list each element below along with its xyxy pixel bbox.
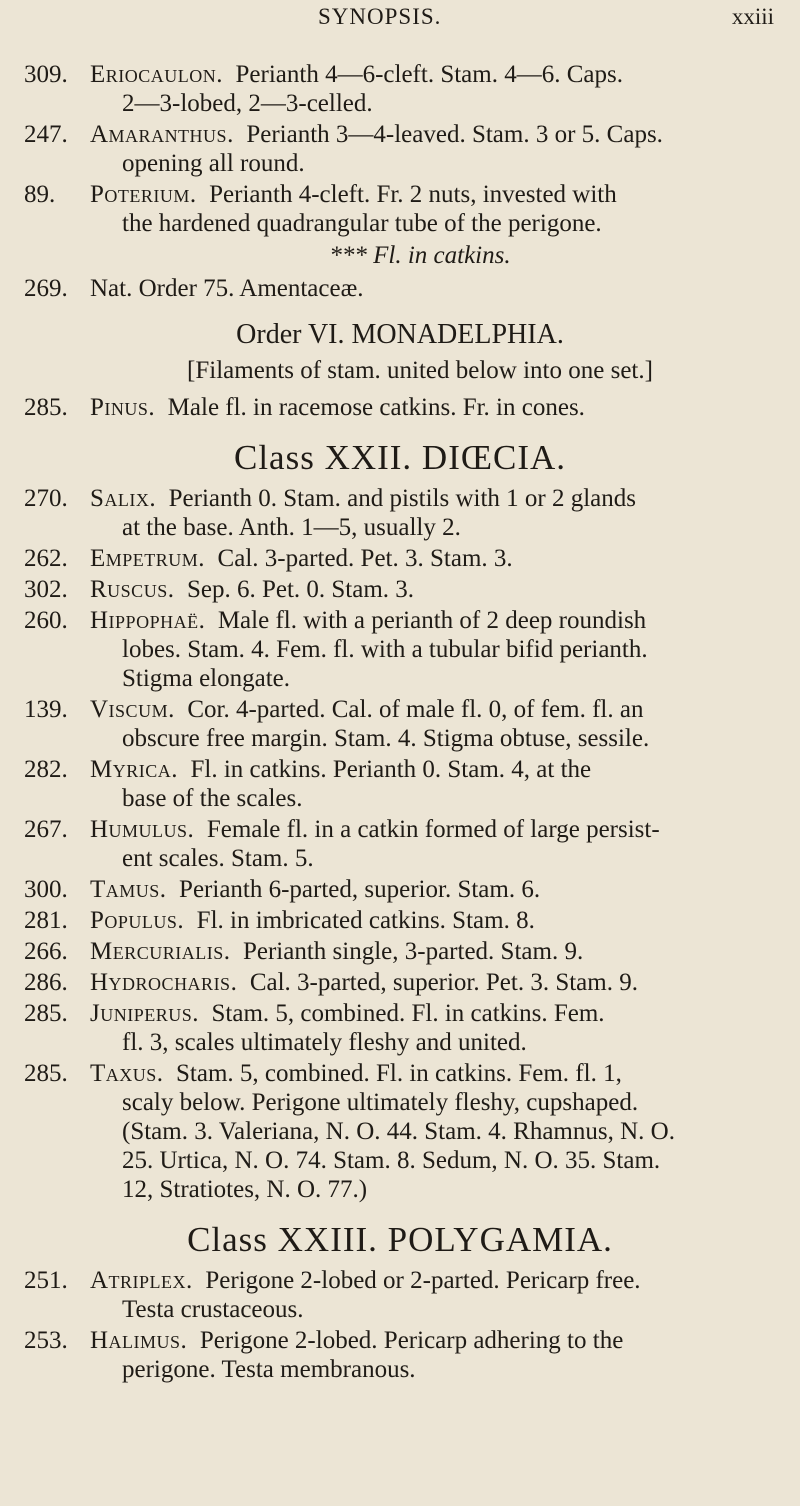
- entry-number: 247.: [24, 121, 68, 148]
- line-text: Stam. 5, combined. Fl. in catkins. Fem.: [211, 1000, 605, 1027]
- catkins-subheading: *** Fl. in catkins.: [329, 242, 511, 269]
- entry-line: [90, 664, 778, 693]
- line-text: Perianth single, 3-parted. Stam. 9.: [242, 938, 584, 965]
- genus-name: Halimus.: [90, 1327, 188, 1354]
- line-text: Cal. 3-parted, superior. Pet. 3. Stam. 9.: [249, 969, 638, 996]
- entry-line: [90, 968, 778, 997]
- entry-line: [90, 484, 778, 513]
- entries-block-2: [0, 484, 800, 1204]
- pinus-entry-block: [0, 393, 800, 422]
- line-text: Stigma elongate.: [122, 665, 291, 692]
- genus-entry: [0, 999, 800, 1057]
- class-heading-polygamia: Class XXIII. POLYGAMIA.: [187, 1220, 613, 1259]
- entry-text: [90, 180, 800, 238]
- entry-line: [90, 60, 778, 89]
- entry-text: [90, 937, 800, 966]
- line-text: Perigone 2-lobed or 2-parted. Pericarp free.: [205, 1267, 641, 1294]
- entry-text: [90, 60, 800, 118]
- page-number: xxiii: [731, 4, 774, 29]
- genus-name: Populus.: [90, 907, 185, 934]
- entry-line: [90, 149, 778, 178]
- entry-number: 309.: [24, 61, 68, 88]
- genus-name: Myrica.: [90, 756, 178, 783]
- running-head: SYNOPSIS.: [318, 4, 442, 29]
- entry-text: [90, 120, 800, 178]
- entry-line: [90, 815, 778, 844]
- genus-entry: [0, 1059, 800, 1204]
- entry-line: [90, 1117, 778, 1146]
- entry-text: [90, 1059, 800, 1204]
- entry-text: [90, 606, 800, 693]
- entry-line: [90, 844, 778, 873]
- genus-entry: [0, 393, 800, 422]
- entry-line: [90, 1295, 778, 1324]
- line-text: Female fl. in a catkin formed of large persist-: [206, 816, 660, 843]
- line-text: (Stam. 3. Valeriana, N. O. 44. Stam. 4. Rhamnus, N. O.: [122, 1118, 675, 1145]
- entry-number: 253.: [24, 1327, 68, 1354]
- entry-line: [90, 1355, 778, 1384]
- entry-number: 285.: [24, 394, 68, 421]
- genus-name: Mercurialis.: [90, 938, 231, 965]
- genus-entry: [0, 575, 800, 604]
- genus-entry: [0, 875, 800, 904]
- entry-text: [90, 1266, 800, 1324]
- genus-name: Poterium.: [90, 181, 197, 208]
- line-text: Testa crustaceous.: [122, 1296, 304, 1323]
- entry-text: [90, 755, 800, 813]
- genus-entry: [0, 968, 800, 997]
- entry-number: 269.: [24, 275, 68, 302]
- class-heading-diocia: Class XXII. DIŒCIA.: [233, 438, 567, 477]
- entry-text: [90, 906, 800, 935]
- entry-line: [90, 635, 778, 664]
- genus-name: Ruscus.: [90, 576, 175, 603]
- genus-entry: [0, 815, 800, 873]
- genus-entry: [0, 544, 800, 573]
- genus-name: Eriocaulon.: [90, 61, 224, 88]
- line-text: ent scales. Stam. 5.: [122, 845, 314, 872]
- line-text: Perigone 2-lobed. Pericarp adhering to the: [199, 1327, 624, 1354]
- entry-line: [90, 120, 778, 149]
- entry-line: [90, 180, 778, 209]
- genus-entry: [0, 1326, 800, 1384]
- entries-block-1: [0, 60, 800, 238]
- line-text: Cor. 4-parted. Cal. of male fl. 0, of fem. fl. an: [187, 696, 644, 723]
- entry-number: 300.: [24, 876, 68, 903]
- line-text: Perianth 4-cleft. Fr. 2 nuts, invested with: [209, 181, 617, 208]
- entry-number: 285.: [24, 1000, 68, 1027]
- line-text: perigone. Testa membranous.: [122, 1356, 416, 1383]
- entry-number: 89.: [24, 181, 56, 208]
- genus-entry: [0, 906, 800, 935]
- order-heading: Order VI. MONADELPHIA.: [236, 319, 564, 350]
- entry-line: [90, 937, 778, 966]
- entry-text: [90, 544, 800, 573]
- line-text: Perianth 4—6-cleft. Stam. 4—6. Caps.: [235, 61, 623, 88]
- order-note: [Filaments of stam. united below into one set.]: [187, 357, 653, 384]
- line-text: at the base. Anth. 1—5, usually 2.: [122, 514, 461, 541]
- line-text: 25. Urtica, N. O. 74. Stam. 8. Sedum, N. O. 35. Stam.: [122, 1147, 661, 1174]
- entry-line: [90, 606, 778, 635]
- genus-name: Pinus.: [90, 394, 156, 421]
- genus-entry: [0, 695, 800, 753]
- entry-line: [90, 1146, 778, 1175]
- genus-name: Amaranthus.: [90, 121, 234, 148]
- line-text: Perianth 3—4-leaved. Stam. 3 or 5. Caps.: [246, 121, 663, 148]
- page-header: [0, 4, 800, 44]
- line-text: Sep. 6. Pet. 0. Stam. 3.: [186, 576, 415, 603]
- genus-name: Humulus.: [90, 816, 195, 843]
- line-text: Stam. 5, combined. Fl. in catkins. Fem. fl. 1,: [176, 1060, 622, 1087]
- line-text: opening all round.: [122, 150, 305, 177]
- entry-line: [90, 1028, 778, 1057]
- entry-number: 286.: [24, 969, 68, 996]
- synopsis-body: [0, 60, 800, 1386]
- entry-text: [90, 393, 800, 422]
- genus-entry: [0, 937, 800, 966]
- entry-line: [90, 999, 778, 1028]
- line-text: obscure free margin. Stam. 4. Stigma obtuse, sessile.: [122, 725, 650, 752]
- line-text: fl. 3, scales ultimately fleshy and united.: [122, 1029, 527, 1056]
- entry-text: [90, 1326, 800, 1384]
- line-text: Fl. in catkins. Perianth 0. Stam. 4, at the: [190, 756, 592, 783]
- genus-name: Salix.: [90, 485, 157, 512]
- line-text: base of the scales.: [122, 785, 303, 812]
- genus-entry: [0, 180, 800, 238]
- entry-line: [90, 695, 778, 724]
- entry-text: [90, 968, 800, 997]
- genus-name: Taxus.: [90, 1060, 164, 1087]
- entry-number: 251.: [24, 1267, 68, 1294]
- entry-line: [90, 575, 778, 604]
- entry-number: 260.: [24, 607, 68, 634]
- entry-number: 285.: [24, 1060, 68, 1087]
- entry-line: [90, 784, 778, 813]
- line-text: Perianth 6-parted, superior. Stam. 6.: [179, 876, 541, 903]
- entry-line: [90, 906, 778, 935]
- line-text: 12, Stratiotes, N. O. 77.): [122, 1176, 368, 1203]
- entry-line: [90, 544, 778, 573]
- entry-text: [90, 695, 800, 753]
- line-text: Perianth 0. Stam. and pistils with 1 or 2 glands: [168, 485, 636, 512]
- line-text: Cal. 3-parted. Pet. 3. Stam. 3.: [217, 545, 513, 572]
- entry-number: 262.: [24, 545, 68, 572]
- genus-name: Hydrocharis.: [90, 969, 238, 996]
- line-text: scaly below. Perigone ultimately fleshy, cupshaped.: [122, 1089, 639, 1116]
- line-text: Fl. in imbricated catkins. Stam. 8.: [196, 907, 535, 934]
- genus-name: Juniperus.: [90, 1000, 199, 1027]
- genus-entry: [0, 755, 800, 813]
- genus-entry: [0, 1266, 800, 1324]
- entry-line: [90, 724, 778, 753]
- entry-line: [90, 875, 778, 904]
- genus-name: Atriplex.: [90, 1267, 193, 1294]
- line-text: Male fl. in racemose catkins. Fr. in cones.: [167, 394, 585, 421]
- genus-name: Viscum.: [90, 696, 175, 723]
- line-text: the hardened quadrangular tube of the perigone.: [122, 210, 602, 237]
- entry-number: 266.: [24, 938, 68, 965]
- entry-line: [90, 1088, 778, 1117]
- line-text: lobes. Stam. 4. Fem. fl. with a tubular bifid perianth.: [122, 636, 648, 663]
- entry-line: [90, 393, 778, 422]
- genus-name: Empetrum.: [90, 545, 206, 572]
- entry-number: 281.: [24, 907, 68, 934]
- entry-line: [90, 755, 778, 784]
- entry-number: 267.: [24, 816, 68, 843]
- genus-entry: [0, 484, 800, 542]
- entry-line: [90, 89, 778, 118]
- entry-line: [90, 1326, 778, 1355]
- entry-text: [90, 484, 800, 542]
- nat-order-entry: [0, 274, 800, 303]
- genus-entry: [0, 606, 800, 693]
- entry-line: [90, 1059, 778, 1088]
- entries-block-3: [0, 1266, 800, 1384]
- entry-line: [90, 1266, 778, 1295]
- line-text: Male fl. with a perianth of 2 deep roundish: [217, 607, 647, 634]
- entry-text: [90, 815, 800, 873]
- entry-number: 270.: [24, 485, 68, 512]
- genus-entry: [0, 60, 800, 118]
- line-text: 2—3-lobed, 2—3-celled.: [122, 90, 373, 117]
- genus-name: Hippophaë.: [90, 607, 206, 634]
- entry-line: [90, 513, 778, 542]
- entry-text: Nat. Order 75. Amentaceæ.: [90, 275, 364, 302]
- entry-text: [90, 575, 800, 604]
- entry-text: [90, 875, 800, 904]
- entry-number: 282.: [24, 756, 68, 783]
- entry-line: [90, 1175, 778, 1204]
- entry-line: [90, 209, 778, 238]
- entry-number: 302.: [24, 576, 68, 603]
- genus-name: Tamus.: [90, 876, 167, 903]
- entry-text: [90, 999, 800, 1057]
- genus-entry: [0, 120, 800, 178]
- entry-number: 139.: [24, 696, 68, 723]
